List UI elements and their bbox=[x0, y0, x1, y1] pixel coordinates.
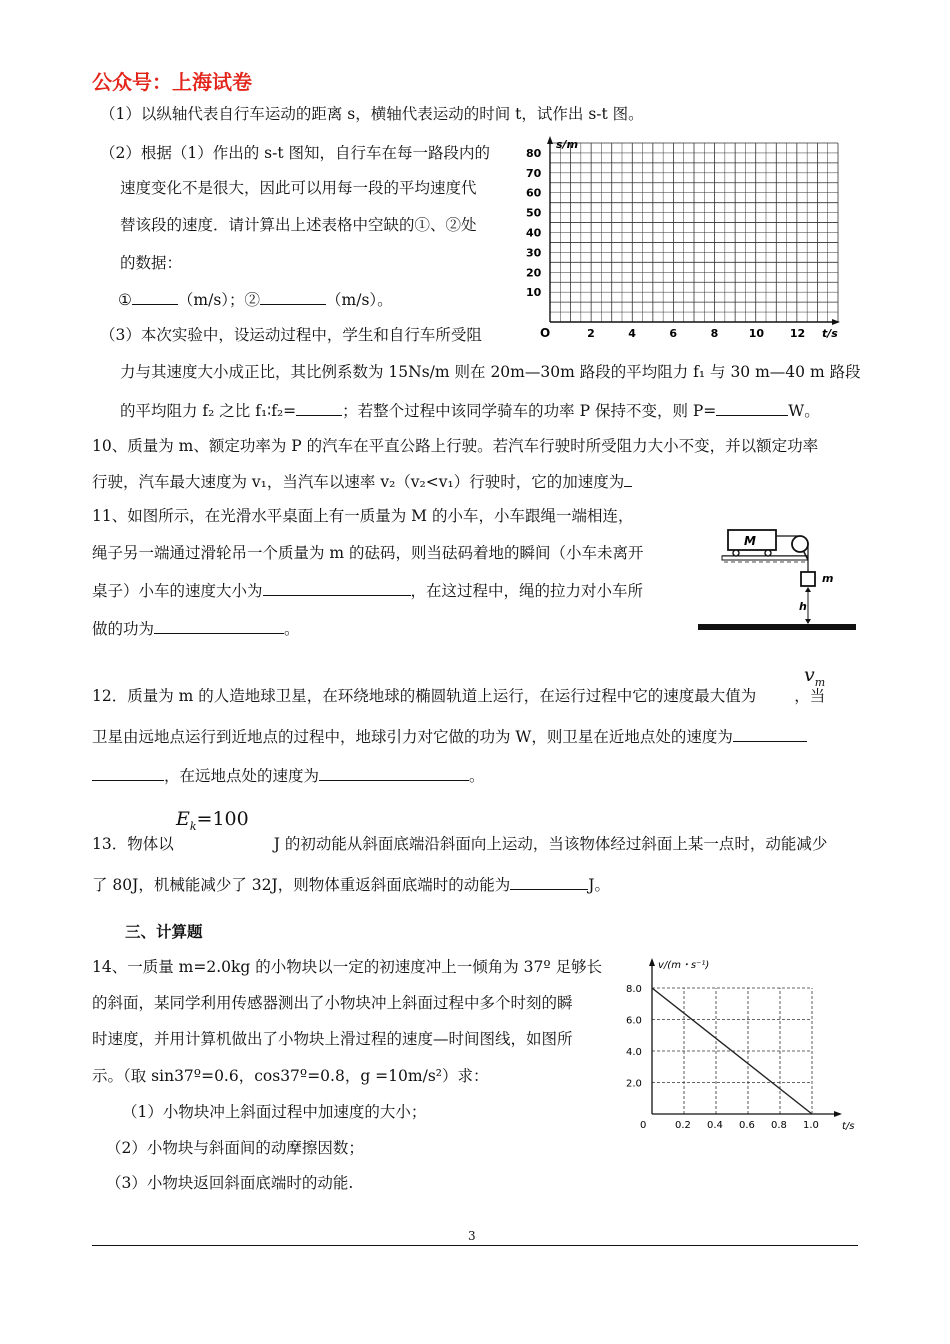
q9-part1: （1）以纵轴代表自行车运动的距离 s，横轴代表运动的时间 t，试作出 s-t 图。 bbox=[100, 105, 644, 123]
q14-sub1: （1）小物块冲上斜面过程中加速度的大小； bbox=[122, 1103, 427, 1121]
cart-label: M bbox=[744, 534, 756, 548]
blank-answer-2[interactable] bbox=[260, 289, 326, 305]
st-xtick-label: 2 bbox=[587, 327, 595, 340]
st-x-arrow bbox=[832, 319, 840, 325]
q11-speed-text: 桌子）小车的速度大小为 bbox=[92, 582, 263, 600]
q11-line2: 绳子另一端通过滑轮吊一个质量为 m 的砝码，则当砝码着地的瞬间（小车未离开 bbox=[92, 544, 644, 562]
q12-apogee-text: ，在远地点处的速度为 bbox=[164, 767, 320, 785]
blank-rope-work[interactable] bbox=[154, 618, 284, 634]
page-number: 3 bbox=[468, 1229, 476, 1243]
section-3-title: 三、计算题 bbox=[125, 923, 203, 941]
ratio-text: 的平均阻力 f₂ 之比 f₁∶f₂= bbox=[120, 402, 297, 420]
q13-line2-text: 了 80J，机械能减少了 32J，则物体重返斜面底端时的动能为 bbox=[92, 876, 511, 894]
answer-1-label: ① bbox=[118, 291, 132, 309]
st-ylabel: s/m bbox=[556, 138, 579, 151]
q13-line2 bbox=[92, 874, 610, 895]
q11-line4 bbox=[92, 618, 300, 639]
q14-line4: 示。（取 sin37º=0.6，cos37º=0.8，g =10m/s²）求： bbox=[92, 1067, 489, 1085]
height-label: h bbox=[799, 600, 807, 613]
blank-perigee-speed-b[interactable] bbox=[92, 765, 164, 781]
q10-line2 bbox=[92, 471, 632, 492]
st-ytick-label: 40 bbox=[526, 226, 542, 240]
q12-line1-end: ，当 bbox=[794, 687, 826, 705]
vt-xtick-label: 0.4 bbox=[707, 1120, 723, 1131]
vt-xtick-label: 0.8 bbox=[771, 1120, 787, 1131]
q13-line1-end: J 的初动能从斜面底端沿斜面向上运动，当该物体经过斜面上某一点时，动能减少 bbox=[273, 835, 828, 853]
vt-origin: 0 bbox=[640, 1120, 647, 1131]
q11-work-label: 做的功为 bbox=[92, 620, 155, 638]
st-graph bbox=[520, 136, 850, 346]
st-ytick-label: 30 bbox=[526, 246, 542, 260]
blank-acceleration[interactable] bbox=[624, 471, 632, 487]
q9-part3-line1: （3）本次实验中，设运动过程中，学生和自行车所受阻 bbox=[100, 326, 482, 344]
vt-ytick-label: 4.0 bbox=[626, 1047, 642, 1058]
vt-ytick-label: 6.0 bbox=[626, 1015, 642, 1027]
blank-final-ek[interactable] bbox=[510, 874, 588, 890]
cart-pulley-figure bbox=[698, 522, 856, 634]
q13-line1-start: 13．物体以 bbox=[92, 835, 174, 853]
ek-expression: $E_k=100$ bbox=[176, 808, 249, 833]
st-ytick-label: 70 bbox=[526, 166, 542, 180]
vt-ytick-label: 8.0 bbox=[626, 984, 642, 995]
st-origin: O bbox=[540, 326, 551, 340]
q10-line2-text: 行驶，汽车最大速度为 v₁，当汽车以速率 v₂（v₂<v₁）行驶时，它的加速度为 bbox=[92, 473, 625, 491]
st-xtick-label: 6 bbox=[669, 327, 678, 340]
st-grid bbox=[550, 143, 838, 322]
power-text: ；若整个过程中该同学骑车的功率 P 保持不变，则 P= bbox=[342, 402, 717, 420]
weight bbox=[801, 572, 815, 586]
st-xtick-label: 8 bbox=[710, 327, 719, 340]
vt-graph bbox=[618, 954, 858, 1138]
vt-x-arrow bbox=[834, 1111, 842, 1117]
q12-line3-end: 。 bbox=[469, 767, 485, 785]
q9-part2-line4: 的数据： bbox=[120, 254, 183, 272]
q9-part2-line1: （2）根据（1）作出的 s-t 图知，自行车在每一路段内的 bbox=[100, 144, 490, 162]
q12-line2-text: 卫星由远地点运行到近地点的过程中，地球引力对它做的功为 W，则卫星在近地点处的速度为 bbox=[92, 728, 733, 746]
q9-part2-line2: 速度变化不是很大，因此可以用每一段的平均速度代 bbox=[120, 179, 477, 197]
q14-line2: 的斜面，某同学利用传感器测出了小物块冲上斜面过程中多个时刻的瞬 bbox=[92, 994, 573, 1012]
q9-part3-line3 bbox=[120, 400, 820, 421]
st-ytick-label: 80 bbox=[526, 146, 542, 160]
st-xlabel: t/s bbox=[822, 327, 838, 340]
brand-header: 公众号：上海试卷 bbox=[92, 70, 252, 94]
q12-line3 bbox=[92, 765, 485, 786]
pulley bbox=[792, 536, 808, 552]
power-unit: W。 bbox=[788, 402, 820, 420]
st-ytick-label: 60 bbox=[526, 186, 542, 200]
q12-line1 bbox=[92, 686, 825, 706]
blank-ratio[interactable] bbox=[296, 400, 342, 416]
blank-answer-1[interactable] bbox=[132, 289, 178, 305]
vt-xtick-label: 0.6 bbox=[739, 1120, 755, 1131]
q9-part2-answers bbox=[118, 289, 393, 310]
q13-line2-end: J。 bbox=[588, 876, 610, 894]
st-xtick-label: 10 bbox=[748, 327, 765, 340]
blank-perigee-speed-a[interactable] bbox=[733, 726, 807, 742]
vt-xtick-label: 0.2 bbox=[675, 1120, 691, 1131]
vt-ytick-label: 2.0 bbox=[626, 1078, 642, 1090]
q14-line1: 14、一质量 m=2.0kg 的小物块以一定的初速度冲上一倾角为 37º 足够长 bbox=[92, 958, 603, 976]
q10-line1: 10、质量为 m、额定功率为 P 的汽车在平直公路上行驶。若汽车行驶时所受阻力大小不变，并以额定功率 bbox=[92, 437, 819, 455]
cart-wheel-left bbox=[733, 550, 739, 556]
q9-part2-line3: 替该段的速度．请计算出上述表格中空缺的①、②处 bbox=[120, 216, 477, 234]
vt-y-arrow bbox=[649, 958, 655, 966]
q13-line1 bbox=[92, 834, 827, 854]
footer-rule bbox=[92, 1245, 858, 1246]
st-ytick-label: 50 bbox=[526, 206, 542, 220]
q12-line2 bbox=[92, 726, 807, 747]
q11-work-text: ，在这过程中，绳的拉力对小车所 bbox=[410, 582, 644, 600]
q11-line3 bbox=[92, 580, 643, 601]
blank-power[interactable] bbox=[716, 400, 788, 416]
st-y-arrow bbox=[547, 136, 553, 144]
vm-symbol: $v_m$ bbox=[804, 664, 826, 689]
blank-cart-speed[interactable] bbox=[263, 580, 411, 596]
st-ytick-label: 20 bbox=[526, 266, 542, 280]
q12-line1-text: 12．质量为 m 的人造地球卫星，在环绕地球的椭圆轨道上运行，在运行过程中它的速度最大值为 bbox=[92, 687, 757, 705]
unit-1: （m/s）；② bbox=[177, 291, 261, 309]
st-xtick-label: 12 bbox=[789, 327, 806, 340]
vt-xtick-label: 1.0 bbox=[803, 1120, 819, 1131]
vt-ylabel: v/(m・s⁻¹) bbox=[658, 960, 710, 971]
vt-xlabel: t/s bbox=[842, 1121, 855, 1132]
cart-wheel-right bbox=[765, 550, 771, 556]
q11-line4-end: 。 bbox=[284, 620, 300, 638]
blank-apogee-speed[interactable] bbox=[319, 765, 469, 781]
q14-sub3: （3）小物块返回斜面底端时的动能. bbox=[106, 1174, 354, 1192]
st-xtick-label: 4 bbox=[628, 327, 636, 340]
weight-label: m bbox=[822, 572, 834, 585]
ground bbox=[698, 624, 856, 630]
table-ledge bbox=[722, 556, 808, 560]
q9-part3-line2: 力与其速度大小成正比，其比例系数为 15Ns/m 则在 20m—30m 路段的平均阻力 f₁ 与 30 m—40 m 路段 bbox=[120, 363, 861, 381]
unit-2: （m/s）。 bbox=[326, 291, 393, 309]
q14-line3: 时速度，并用计算机做出了小物块上滑过程的速度—时间图线，如图所 bbox=[92, 1030, 573, 1048]
q11-line1: 11、如图所示，在光滑水平桌面上有一质量为 M 的小车，小车跟绳一端相连， bbox=[92, 507, 634, 525]
q14-sub2: （2）小物块与斜面间的动摩擦因数； bbox=[106, 1139, 364, 1157]
st-ytick-label: 10 bbox=[526, 286, 542, 300]
